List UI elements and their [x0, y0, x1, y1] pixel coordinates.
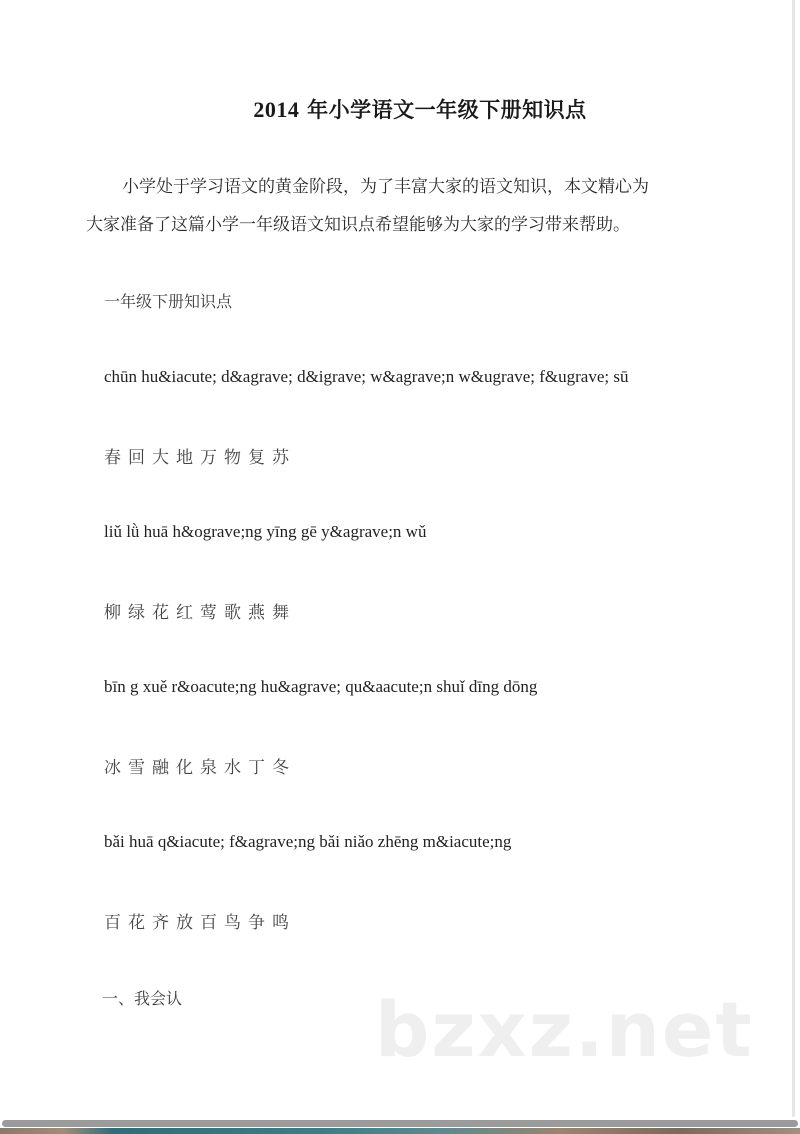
hanzi-line-1: 春回大地万物复苏 [104, 448, 296, 468]
document-title [0, 94, 800, 124]
title-year: 2014 [253, 97, 300, 122]
pinyin-line-3: bīn g xuě r&oacute;ng hu&agrave; qu&aacute;n shuǐ dīng dōng [104, 677, 538, 696]
background-image-strip [0, 1128, 800, 1134]
intro-line-1: 小学处于学习语文的黄金阶段，为了丰富大家的语文知识，本文精心为 [122, 177, 649, 197]
horizontal-scrollbar-thumb[interactable] [2, 1120, 798, 1127]
pinyin-line-4: bǎi huā q&iacute; f&agrave;ng bǎi niǎo zhēng m&iacute;ng [104, 832, 512, 851]
subheading: 一、我会认 [102, 989, 183, 1008]
title-text: 年小学语文一年级下册知识点 [299, 98, 587, 122]
intro-paragraph [86, 168, 726, 244]
hanzi-line-4: 百花齐放百鸟争鸣 [104, 913, 296, 933]
pinyin-line-2: liǔ lǜ huā h&ograve;ng yīng gē y&agrave;n wǔ [104, 522, 427, 541]
section-heading: 一年级下册知识点 [104, 292, 233, 311]
pinyin-line-1: chūn hu&iacute; d&agrave; d&igrave; w&agrave;n w&ugrave; f&ugrave; sū [104, 367, 629, 386]
watermark: bzxz.net [375, 985, 754, 1074]
intro-line-2: 大家准备了这篇小学一年级语文知识点希望能够为大家的学习带来帮助。 [86, 215, 630, 235]
hanzi-line-3: 冰雪融化泉水丁冬 [104, 758, 296, 778]
hanzi-line-2: 柳绿花红莺歌燕舞 [104, 603, 296, 623]
